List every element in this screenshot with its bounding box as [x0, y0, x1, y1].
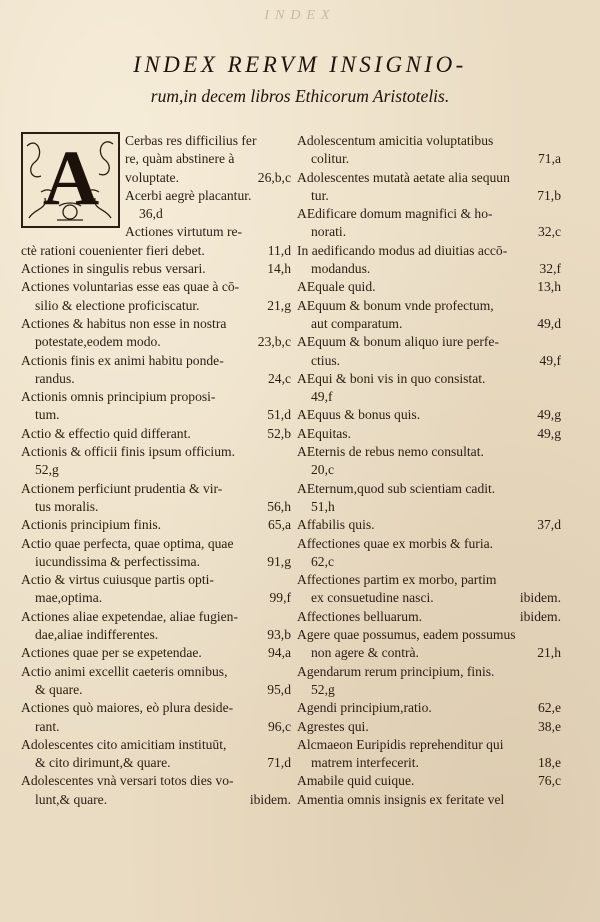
- page-reference: 76,c: [537, 773, 561, 789]
- index-entry-line: [297, 644, 561, 662]
- index-entry-line: [21, 278, 291, 296]
- index-entry-text: 49,f: [311, 389, 333, 405]
- page-reference: 49,g: [537, 425, 561, 441]
- index-entry-line: [21, 187, 291, 205]
- index-entry-text: 62,c: [311, 553, 335, 569]
- index-entry-text: lunt,& quare.: [35, 791, 108, 807]
- index-entry-text: Affabilis quis.: [297, 517, 375, 533]
- right-index-column: [297, 132, 561, 809]
- index-entry-line: [297, 406, 561, 424]
- index-entry-line: [21, 388, 291, 406]
- page-reference: 93,b: [267, 627, 291, 643]
- index-entry-text: Adolescentes mutatà aetate alia sequun: [297, 169, 510, 185]
- page-reference: 71,a: [537, 151, 561, 167]
- index-entry-line: [297, 718, 561, 736]
- index-entry-text: Actio animi excellit caeteris omnibus,: [21, 663, 228, 679]
- index-entry-text: AEquum & bonum aliquo iure perfe-: [297, 334, 499, 350]
- index-entry-text: AEdificare domum magnifici & ho-: [297, 206, 493, 222]
- index-entry-line: [21, 406, 291, 424]
- index-entry-line: [21, 791, 291, 809]
- index-entry-text: In aedificando modus ad diuitias accō-: [297, 242, 508, 258]
- index-entry-text: ctius.: [311, 352, 341, 368]
- index-entry-line: [297, 205, 561, 223]
- index-entry-line: [21, 370, 291, 388]
- index-entry-text: AEquus & bonus quis.: [297, 407, 421, 423]
- page-reference: 38,e: [537, 718, 561, 734]
- index-entry-line: [21, 150, 291, 168]
- index-entry-text: aut comparatum.: [311, 315, 403, 331]
- index-entry-line: [21, 663, 291, 681]
- page-reference: 94,a: [267, 645, 291, 661]
- index-entry-text: Agere quae possumus, eadem possumus: [297, 627, 516, 643]
- page-reference: 65,a: [267, 517, 291, 533]
- page-reference: 32,c: [537, 224, 561, 240]
- index-entry-text: Actionis omnis principium proposi-: [21, 389, 216, 405]
- index-entry-line: [297, 772, 561, 790]
- page-reference: 99,f: [269, 590, 291, 606]
- index-entry-line: [297, 535, 561, 553]
- index-entry-line: [21, 699, 291, 717]
- index-entry-text: ex consuetudine nasci.: [311, 590, 434, 606]
- index-entry-text: silio & electione proficiscatur.: [35, 297, 200, 313]
- index-entry-text: Actionis finis ex animi habitu ponde-: [21, 352, 224, 368]
- index-entry-text: randus.: [35, 370, 75, 386]
- index-entry-text: Actiones & habitus non esse in nostra: [21, 315, 227, 331]
- index-entry-text: iucundissima & perfectissima.: [35, 553, 200, 569]
- index-entry-text: Amentia omnis insignis ex feritate vel: [297, 791, 505, 807]
- index-entry-text: AEternis de rebus nemo consultat.: [297, 444, 484, 460]
- page-reference: ibidem.: [519, 608, 561, 624]
- index-entry-line: [297, 480, 561, 498]
- page-reference: 96,c: [267, 718, 291, 734]
- index-entry-line: [21, 571, 291, 589]
- index-entry-text: 52,g: [35, 462, 59, 478]
- page-reference: 11,d: [267, 242, 291, 258]
- index-entry-text: AEquitas.: [297, 425, 351, 441]
- index-entry-line: [21, 169, 291, 187]
- page-reference: 32,f: [539, 261, 561, 277]
- index-entry-text: Actionem perficiunt prudentia & vir-: [21, 480, 223, 496]
- page-reference: 23,b,c: [257, 334, 291, 350]
- index-entry-text: Actiones quò maiores, eò plura deside-: [21, 700, 234, 716]
- index-entry-text: Agendi principium,ratio.: [297, 700, 432, 716]
- page-reference: ibidem.: [249, 791, 291, 807]
- index-entry-text: Actio & virtus cuiusque partis opti-: [21, 572, 214, 588]
- index-entry-line: [21, 352, 291, 370]
- index-entry-line: [21, 223, 291, 241]
- index-entry-line: [297, 461, 561, 479]
- index-entry-line: [21, 443, 291, 461]
- page-reference: 24,c: [267, 370, 291, 386]
- index-entry-line: [21, 718, 291, 736]
- page-reference: 37,d: [537, 517, 561, 533]
- page-reference: 21,h: [537, 645, 561, 661]
- page-reference: 14,h: [267, 261, 291, 277]
- page-reference: 71,b: [537, 187, 561, 203]
- index-entry-line: [21, 626, 291, 644]
- left-index-column: [21, 132, 291, 809]
- index-entry-line: [297, 132, 561, 150]
- index-entry-line: [297, 315, 561, 333]
- index-entry-line: [297, 663, 561, 681]
- index-entry-text: dae,aliae indifferentes.: [35, 627, 159, 643]
- index-entry-text: Affectiones partim ex morbo, partim: [297, 572, 497, 588]
- page-reference: 95,d: [267, 681, 291, 697]
- index-entry-line: [21, 498, 291, 516]
- index-entry-text: mae,optima.: [35, 590, 103, 606]
- index-entry-line: [21, 589, 291, 607]
- page-reference: 18,e: [537, 755, 561, 771]
- page-reference: 56,h: [267, 498, 291, 514]
- index-entry-text: tus moralis.: [35, 498, 99, 514]
- index-entry-line: [297, 352, 561, 370]
- index-entry-line: [297, 370, 561, 388]
- page-reference: 51,d: [267, 407, 291, 423]
- index-entry-text: & cito dirimunt,& quare.: [35, 755, 171, 771]
- index-entry-line: [21, 535, 291, 553]
- index-entry-line: [297, 516, 561, 534]
- index-entry-text: 36,d: [139, 206, 163, 222]
- page-reference: 49,g: [537, 407, 561, 423]
- index-entry-line: [297, 498, 561, 516]
- index-entry-line: [21, 425, 291, 443]
- index-entry-line: [21, 553, 291, 571]
- index-entry-text: ctè rationi couenienter fieri debet.: [21, 242, 205, 258]
- index-entry-line: [297, 699, 561, 717]
- index-entry-text: Actionis principium finis.: [21, 517, 162, 533]
- index-entry-line: [297, 681, 561, 699]
- index-entry-text: re, quàm abstinere à: [125, 151, 235, 167]
- index-entry-text: & quare.: [35, 681, 83, 697]
- index-entry-text: AEternum,quod sub scientiam cadit.: [297, 480, 496, 496]
- page-reference: ibidem.: [519, 590, 561, 606]
- index-entry-text: Agrestes qui.: [297, 718, 369, 734]
- index-entry-text: non agere & contrà.: [311, 645, 419, 661]
- index-entry-line: [297, 425, 561, 443]
- index-entry-text: Actio & effectio quid differant.: [21, 425, 191, 441]
- index-entry-text: rant.: [35, 718, 60, 734]
- index-entry-line: [21, 315, 291, 333]
- index-entry-text: Cerbas res difficilius fer: [125, 133, 257, 148]
- index-entry-text: 52,g: [311, 681, 335, 697]
- index-entry-text: 20,c: [311, 462, 335, 478]
- index-entry-line: [21, 132, 291, 150]
- index-entry-line: [297, 608, 561, 626]
- index-entry-text: Amabile quid cuique.: [297, 773, 415, 789]
- index-entry-text: modandus.: [311, 261, 371, 277]
- page-subtitle: rum,in decem libros Ethicorum Aristotelis.: [150, 86, 450, 106]
- index-entry-text: tum.: [35, 407, 60, 423]
- page-reference: 49,d: [537, 315, 561, 331]
- index-entry-text: colitur.: [311, 151, 350, 167]
- index-entry-line: [21, 516, 291, 534]
- index-entry-line: [21, 681, 291, 699]
- index-entry-text: AEqui & boni vis in quo consistat.: [297, 370, 486, 386]
- index-entry-line: [297, 150, 561, 168]
- index-entry-line: [297, 626, 561, 644]
- index-entry-text: AEquale quid.: [297, 279, 376, 295]
- page-reference: 91,g: [267, 553, 291, 569]
- index-entry-text: norati.: [311, 224, 347, 240]
- index-entry-text: Acerbi aegrè placantur.: [125, 187, 252, 203]
- show-through-text: INDEX: [264, 8, 336, 23]
- index-entry-line: [21, 461, 291, 479]
- index-entry-line: [297, 754, 561, 772]
- page-title: INDEX RERVM INSIGNIO-: [133, 52, 467, 77]
- index-entry-line: [21, 480, 291, 498]
- index-entry-line: [21, 754, 291, 772]
- index-entry-text: tur.: [311, 187, 329, 203]
- index-entry-line: [297, 791, 561, 809]
- index-entry-text: Alcmaeon Euripidis reprehenditur qui: [297, 736, 504, 752]
- index-entry-line: [297, 242, 561, 260]
- page-reference: 13,h: [537, 279, 561, 295]
- index-entry-text: Actiones virtutum re-: [125, 224, 243, 240]
- index-entry-text: Adolescentes vnà versari totos dies vo-: [21, 773, 234, 789]
- svg-text:A: A: [42, 134, 100, 221]
- index-entry-text: 51,h: [311, 498, 335, 514]
- index-entry-text: Actiones voluntarias esse eas quae à cō-: [21, 279, 240, 295]
- index-entry-line: [297, 736, 561, 754]
- index-entry-line: [297, 589, 561, 607]
- index-entry-line: [21, 260, 291, 278]
- index-entry-line: [21, 297, 291, 315]
- page-reference: 26,b,c: [257, 169, 291, 185]
- index-entry-text: matrem interfecerit.: [311, 755, 419, 771]
- index-entry-line: [297, 278, 561, 296]
- index-entry-text: Actionis & officii finis ipsum officium.: [21, 444, 235, 460]
- index-entry-text: potestate,eodem modo.: [35, 334, 161, 350]
- index-entry-line: [297, 223, 561, 241]
- page-reference: 49,f: [539, 352, 561, 368]
- index-entry-text: Affectiones belluarum.: [297, 608, 423, 624]
- index-entry-line: [297, 187, 561, 205]
- index-entry-line: [297, 443, 561, 461]
- index-entry-text: Affectiones quae ex morbis & furia.: [297, 535, 494, 551]
- index-entry-line: [21, 644, 291, 662]
- index-entry-line: [297, 333, 561, 351]
- index-entry-text: AEquum & bonum vnde profectum,: [297, 297, 494, 313]
- index-entry-text: Actiones in singulis rebus versari.: [21, 261, 206, 277]
- index-entry-line: [297, 388, 561, 406]
- page-reference: 52,b: [267, 425, 291, 441]
- index-entry-line: [297, 260, 561, 278]
- index-entry-line: [297, 169, 561, 187]
- index-entry-text: Agendarum rerum principium, finis.: [297, 663, 495, 679]
- index-entry-line: [297, 571, 561, 589]
- index-entry-line: [297, 297, 561, 315]
- index-entry-line: [21, 772, 291, 790]
- index-entry-text: Adolescentes cito amicitiam instituūt,: [21, 736, 227, 752]
- index-entry-text: voluptate.: [125, 169, 179, 185]
- index-entry-line: [21, 608, 291, 626]
- index-entry-text: Actiones aliae expetendae, aliae fugien-: [21, 608, 239, 624]
- index-entry-text: Adolescentum amicitia voluptatibus: [297, 133, 494, 148]
- page-reference: 71,d: [267, 755, 291, 771]
- index-entry-line: [21, 333, 291, 351]
- page-reference: 62,e: [537, 700, 561, 716]
- index-entry-line: [297, 553, 561, 571]
- index-entry-text: Actio quae perfecta, quae optima, quae: [21, 535, 234, 551]
- index-entry-line: [21, 242, 291, 260]
- index-entry-line: [21, 205, 291, 223]
- index-entry-line: [21, 736, 291, 754]
- index-entry-text: Actiones quae per se expetendae.: [21, 645, 202, 661]
- page-reference: 21,g: [267, 297, 291, 313]
